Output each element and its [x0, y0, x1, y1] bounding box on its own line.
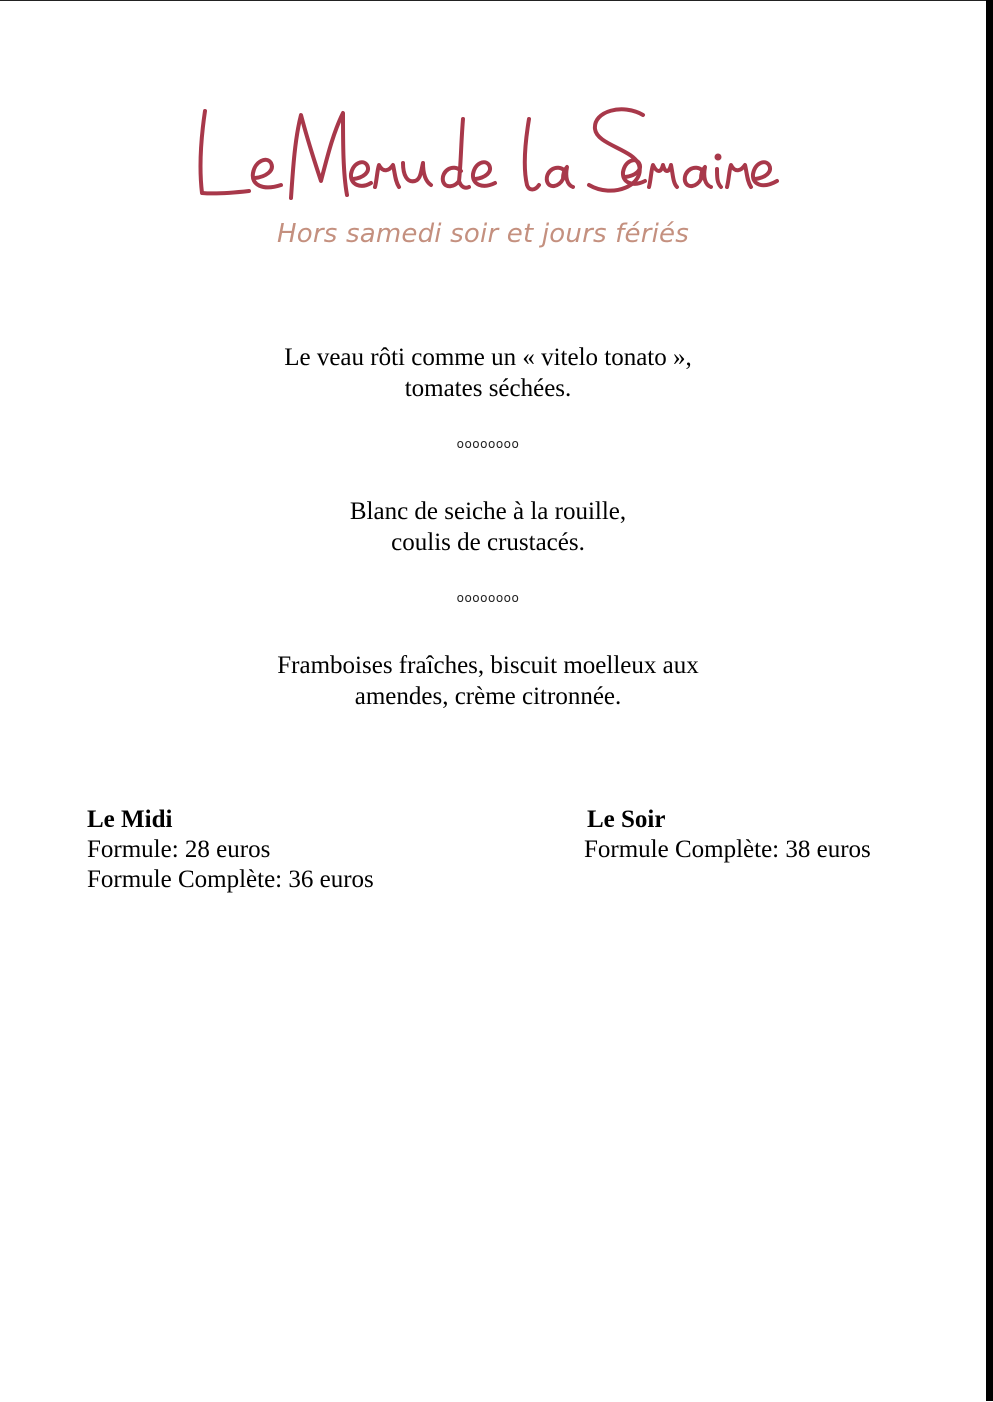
dish-dessert-line2: amendes, crème citronnée. — [354, 683, 622, 710]
menu-title — [193, 93, 793, 218]
menu-header — [0, 93, 986, 218]
prices-midi-heading: Le Midi — [87, 806, 173, 833]
prices-soir-heading: Le Soir — [587, 806, 666, 833]
separator: oooooooo — [456, 437, 520, 451]
dish-plat-line1: Blanc de seiche à la rouille, — [349, 498, 627, 525]
dish-plat — [0, 496, 976, 558]
menu-subtitle: Hors samedi soir et jours fériés — [277, 219, 689, 249]
dish-dessert-line1: Framboises fraîches, biscuit moelleux aux — [277, 652, 699, 679]
prices-soir-formule-complete: Formule Complète: 38 euros — [584, 836, 871, 863]
separator: oooooooo — [456, 591, 520, 605]
dish-plat-line2: coulis de crustacés. — [391, 529, 585, 556]
dish-dessert — [0, 650, 976, 712]
prices-midi-formule-complete: Formule Complète: 36 euros — [87, 866, 374, 893]
prices-midi-formule: Formule: 28 euros — [87, 836, 271, 863]
page-edge — [986, 0, 993, 1401]
dish-entree — [0, 342, 976, 404]
dish-entree-line1: Le veau rôti comme un « vitelo tonato », — [284, 344, 692, 371]
prices-soir — [584, 805, 871, 865]
prices-midi — [87, 805, 374, 895]
dish-entree-line2: tomates séchées. — [404, 375, 572, 402]
